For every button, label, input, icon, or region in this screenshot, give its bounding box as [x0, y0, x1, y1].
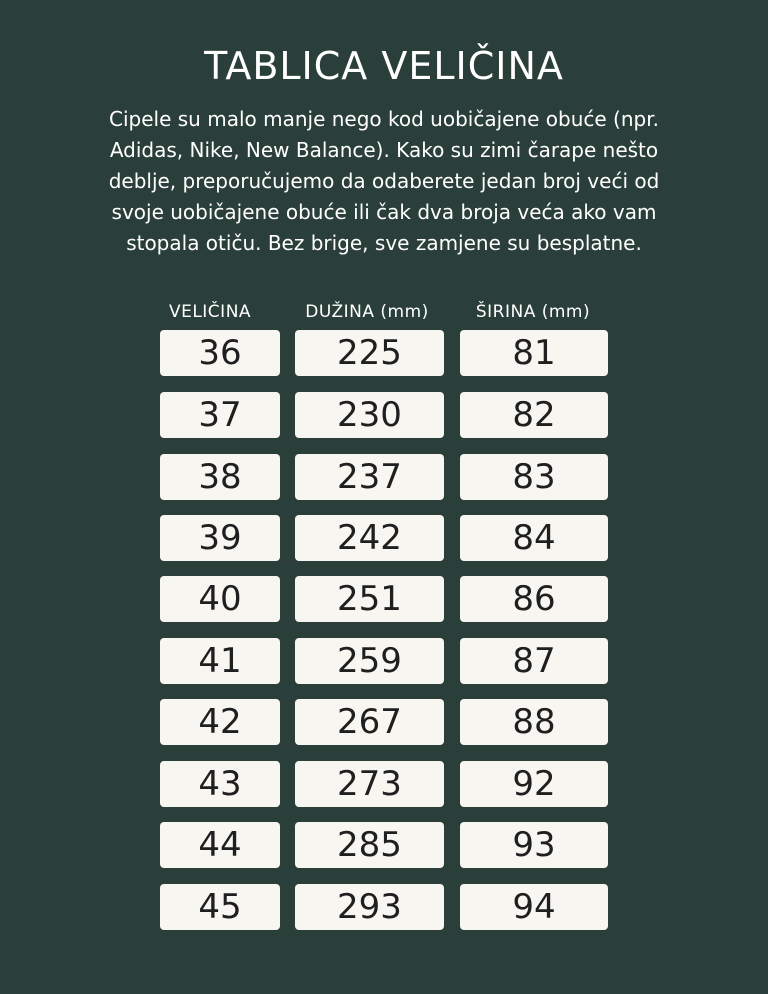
- length-cell: 259: [295, 638, 444, 684]
- width-cell: 82: [460, 392, 608, 438]
- width-cell: 86: [460, 576, 608, 622]
- column-header-size: VELIČINA: [168, 302, 252, 322]
- size-cell: 43: [160, 761, 280, 807]
- width-cell: 87: [460, 638, 608, 684]
- width-cell: 94: [460, 884, 608, 930]
- size-cell: 44: [160, 822, 280, 868]
- length-cell: 230: [295, 392, 444, 438]
- width-cell: 84: [460, 515, 608, 561]
- length-cell: 237: [295, 454, 444, 500]
- length-cell: 251: [295, 576, 444, 622]
- size-cell: 36: [160, 330, 280, 376]
- width-cell: 81: [460, 330, 608, 376]
- size-cell: 38: [160, 454, 280, 500]
- length-cell: 225: [295, 330, 444, 376]
- length-cell: 285: [295, 822, 444, 868]
- size-cell: 45: [160, 884, 280, 930]
- width-cell: 88: [460, 699, 608, 745]
- column-header-length: DUŽINA (mm): [305, 302, 429, 322]
- page-title: TABLICA VELIČINA: [204, 44, 564, 88]
- width-cell: 92: [460, 761, 608, 807]
- length-cell: 242: [295, 515, 444, 561]
- width-cell: 93: [460, 822, 608, 868]
- width-cell: 83: [460, 454, 608, 500]
- length-cell: 293: [295, 884, 444, 930]
- length-cell: 267: [295, 699, 444, 745]
- size-cell: 39: [160, 515, 280, 561]
- size-cell: 42: [160, 699, 280, 745]
- size-cell: 40: [160, 576, 280, 622]
- column-header-width: ŠIRINA (mm): [475, 302, 591, 322]
- length-cell: 273: [295, 761, 444, 807]
- size-chart-description: Cipele su malo manje nego kod uobičajene obuće (npr. Adidas, Nike, New Balance). Kako su zimi čarape nešto deblje, preporučujemo da odaberete jedan broj veći od svoje uobičajene obuće ili čak dva broja veća ako vam stopala otiču. Bez brige, sve zamjene su besplatne.: [108, 107, 660, 255]
- size-cell: 37: [160, 392, 280, 438]
- size-cell: 41: [160, 638, 280, 684]
